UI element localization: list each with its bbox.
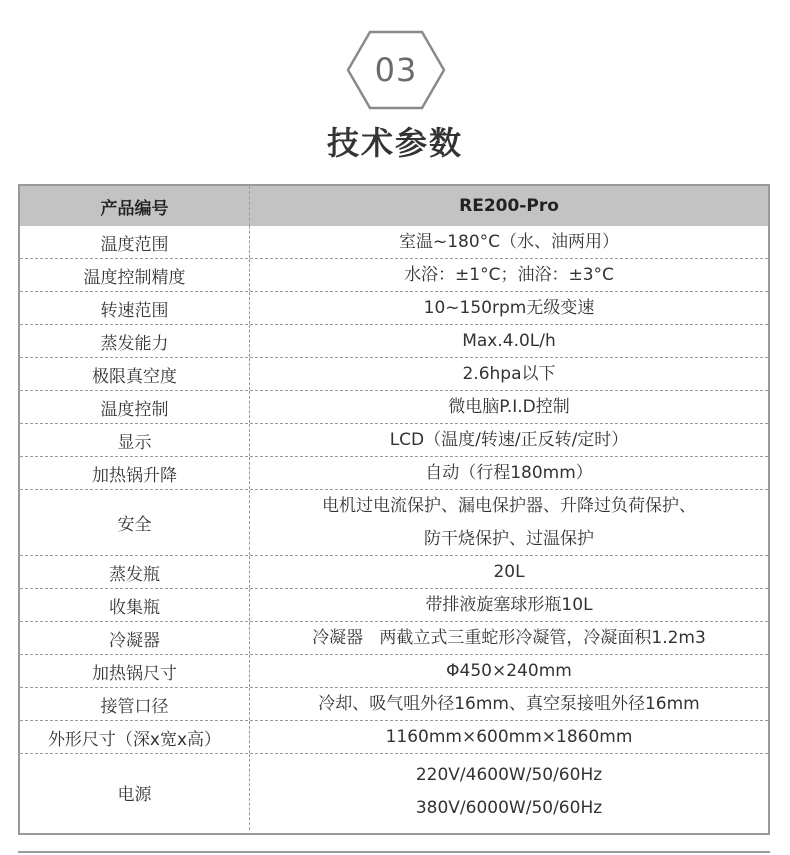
row-label: 冷凝器 bbox=[20, 622, 250, 654]
table-row bbox=[20, 259, 768, 292]
table-header-row bbox=[20, 186, 768, 226]
table-row bbox=[20, 754, 768, 830]
row-value bbox=[250, 325, 768, 357]
row-label: 显示 bbox=[20, 424, 250, 456]
header-label-cell: 产品编号 bbox=[20, 186, 250, 226]
table-row bbox=[20, 226, 768, 259]
table-row bbox=[20, 589, 768, 622]
row-label: 加热锅升降 bbox=[20, 457, 250, 489]
row-value bbox=[250, 622, 768, 654]
table-row bbox=[20, 325, 768, 358]
table-row bbox=[20, 655, 768, 688]
row-label: 外形尺寸（深x宽x高） bbox=[20, 721, 250, 753]
row-value-line: 水浴：±1°C；油浴：±3°C bbox=[404, 264, 614, 285]
row-label: 温度控制 bbox=[20, 391, 250, 423]
table-row bbox=[20, 358, 768, 391]
row-label: 电源 bbox=[20, 754, 250, 830]
row-value bbox=[250, 424, 768, 456]
row-label: 温度控制精度 bbox=[20, 259, 250, 291]
table-row bbox=[20, 688, 768, 721]
table-row bbox=[20, 556, 768, 589]
page-title: 技术参数 bbox=[326, 124, 463, 162]
row-value-line: 带排液旋塞球形瓶10L bbox=[425, 594, 593, 615]
row-value bbox=[250, 391, 768, 423]
table-row bbox=[20, 457, 768, 490]
row-value-line: LCD（温度/转速/正反转/定时） bbox=[389, 429, 629, 450]
row-value bbox=[250, 292, 768, 324]
row-value-line: 380V/6000W/50/60Hz bbox=[415, 798, 603, 818]
table-row bbox=[20, 490, 768, 556]
row-label: 温度范围 bbox=[20, 226, 250, 258]
row-label: 收集瓶 bbox=[20, 589, 250, 621]
row-value bbox=[250, 358, 768, 390]
row-label: 蒸发瓶 bbox=[20, 556, 250, 588]
row-value bbox=[250, 556, 768, 588]
row-value-line: 2.6hpa以下 bbox=[462, 363, 556, 384]
table-row bbox=[20, 292, 768, 325]
row-value-line: 1160mm×600mm×1860mm bbox=[385, 726, 633, 747]
row-value bbox=[250, 226, 768, 258]
spec-table bbox=[18, 184, 770, 835]
row-value-line: 冷凝器 两截立式三重蛇形冷凝管，冷凝面积1.2m3 bbox=[312, 627, 706, 648]
row-label: 接管口径 bbox=[20, 688, 250, 720]
row-label: 蒸发能力 bbox=[20, 325, 250, 357]
row-value-line: 10~150rpm无级变速 bbox=[423, 297, 595, 318]
row-label: 安全 bbox=[20, 490, 250, 555]
row-value-line: 室温~180°C（水、油两用） bbox=[398, 231, 620, 252]
table-row bbox=[20, 622, 768, 655]
row-value bbox=[250, 457, 768, 489]
row-value-line: 电机过电流保护、漏电保护器、升降过负荷保护、 bbox=[322, 495, 696, 516]
row-value bbox=[250, 721, 768, 753]
row-label: 加热锅尺寸 bbox=[20, 655, 250, 687]
row-label: 转速范围 bbox=[20, 292, 250, 324]
row-value-line: 自动（行程180mm） bbox=[425, 462, 593, 483]
row-value-line: 微电脑P.I.D控制 bbox=[448, 396, 570, 417]
table-row bbox=[20, 391, 768, 424]
row-label: 极限真空度 bbox=[20, 358, 250, 390]
row-value bbox=[250, 688, 768, 720]
row-value-line: 防干烧保护、过温保护 bbox=[424, 528, 594, 549]
row-value-line: 20L bbox=[493, 561, 525, 582]
row-value bbox=[250, 259, 768, 291]
table-row bbox=[20, 721, 768, 754]
row-value-line: 220V/4600W/50/60Hz bbox=[415, 765, 603, 785]
row-value bbox=[250, 754, 768, 830]
header-value-cell: RE200-Pro bbox=[459, 196, 559, 216]
row-value-line: Φ450×240mm bbox=[446, 660, 572, 681]
bottom-divider bbox=[18, 851, 770, 853]
row-value bbox=[250, 490, 768, 555]
row-value-line: Max.4.0L/h bbox=[462, 330, 556, 351]
row-value-line: 冷却、吸气咀外径16mm、真空泵接咀外径16mm bbox=[318, 693, 700, 714]
row-value bbox=[250, 589, 768, 621]
row-value bbox=[250, 655, 768, 687]
section-number: 03 bbox=[374, 51, 418, 89]
section-number-badge bbox=[346, 30, 446, 110]
table-row bbox=[20, 424, 768, 457]
